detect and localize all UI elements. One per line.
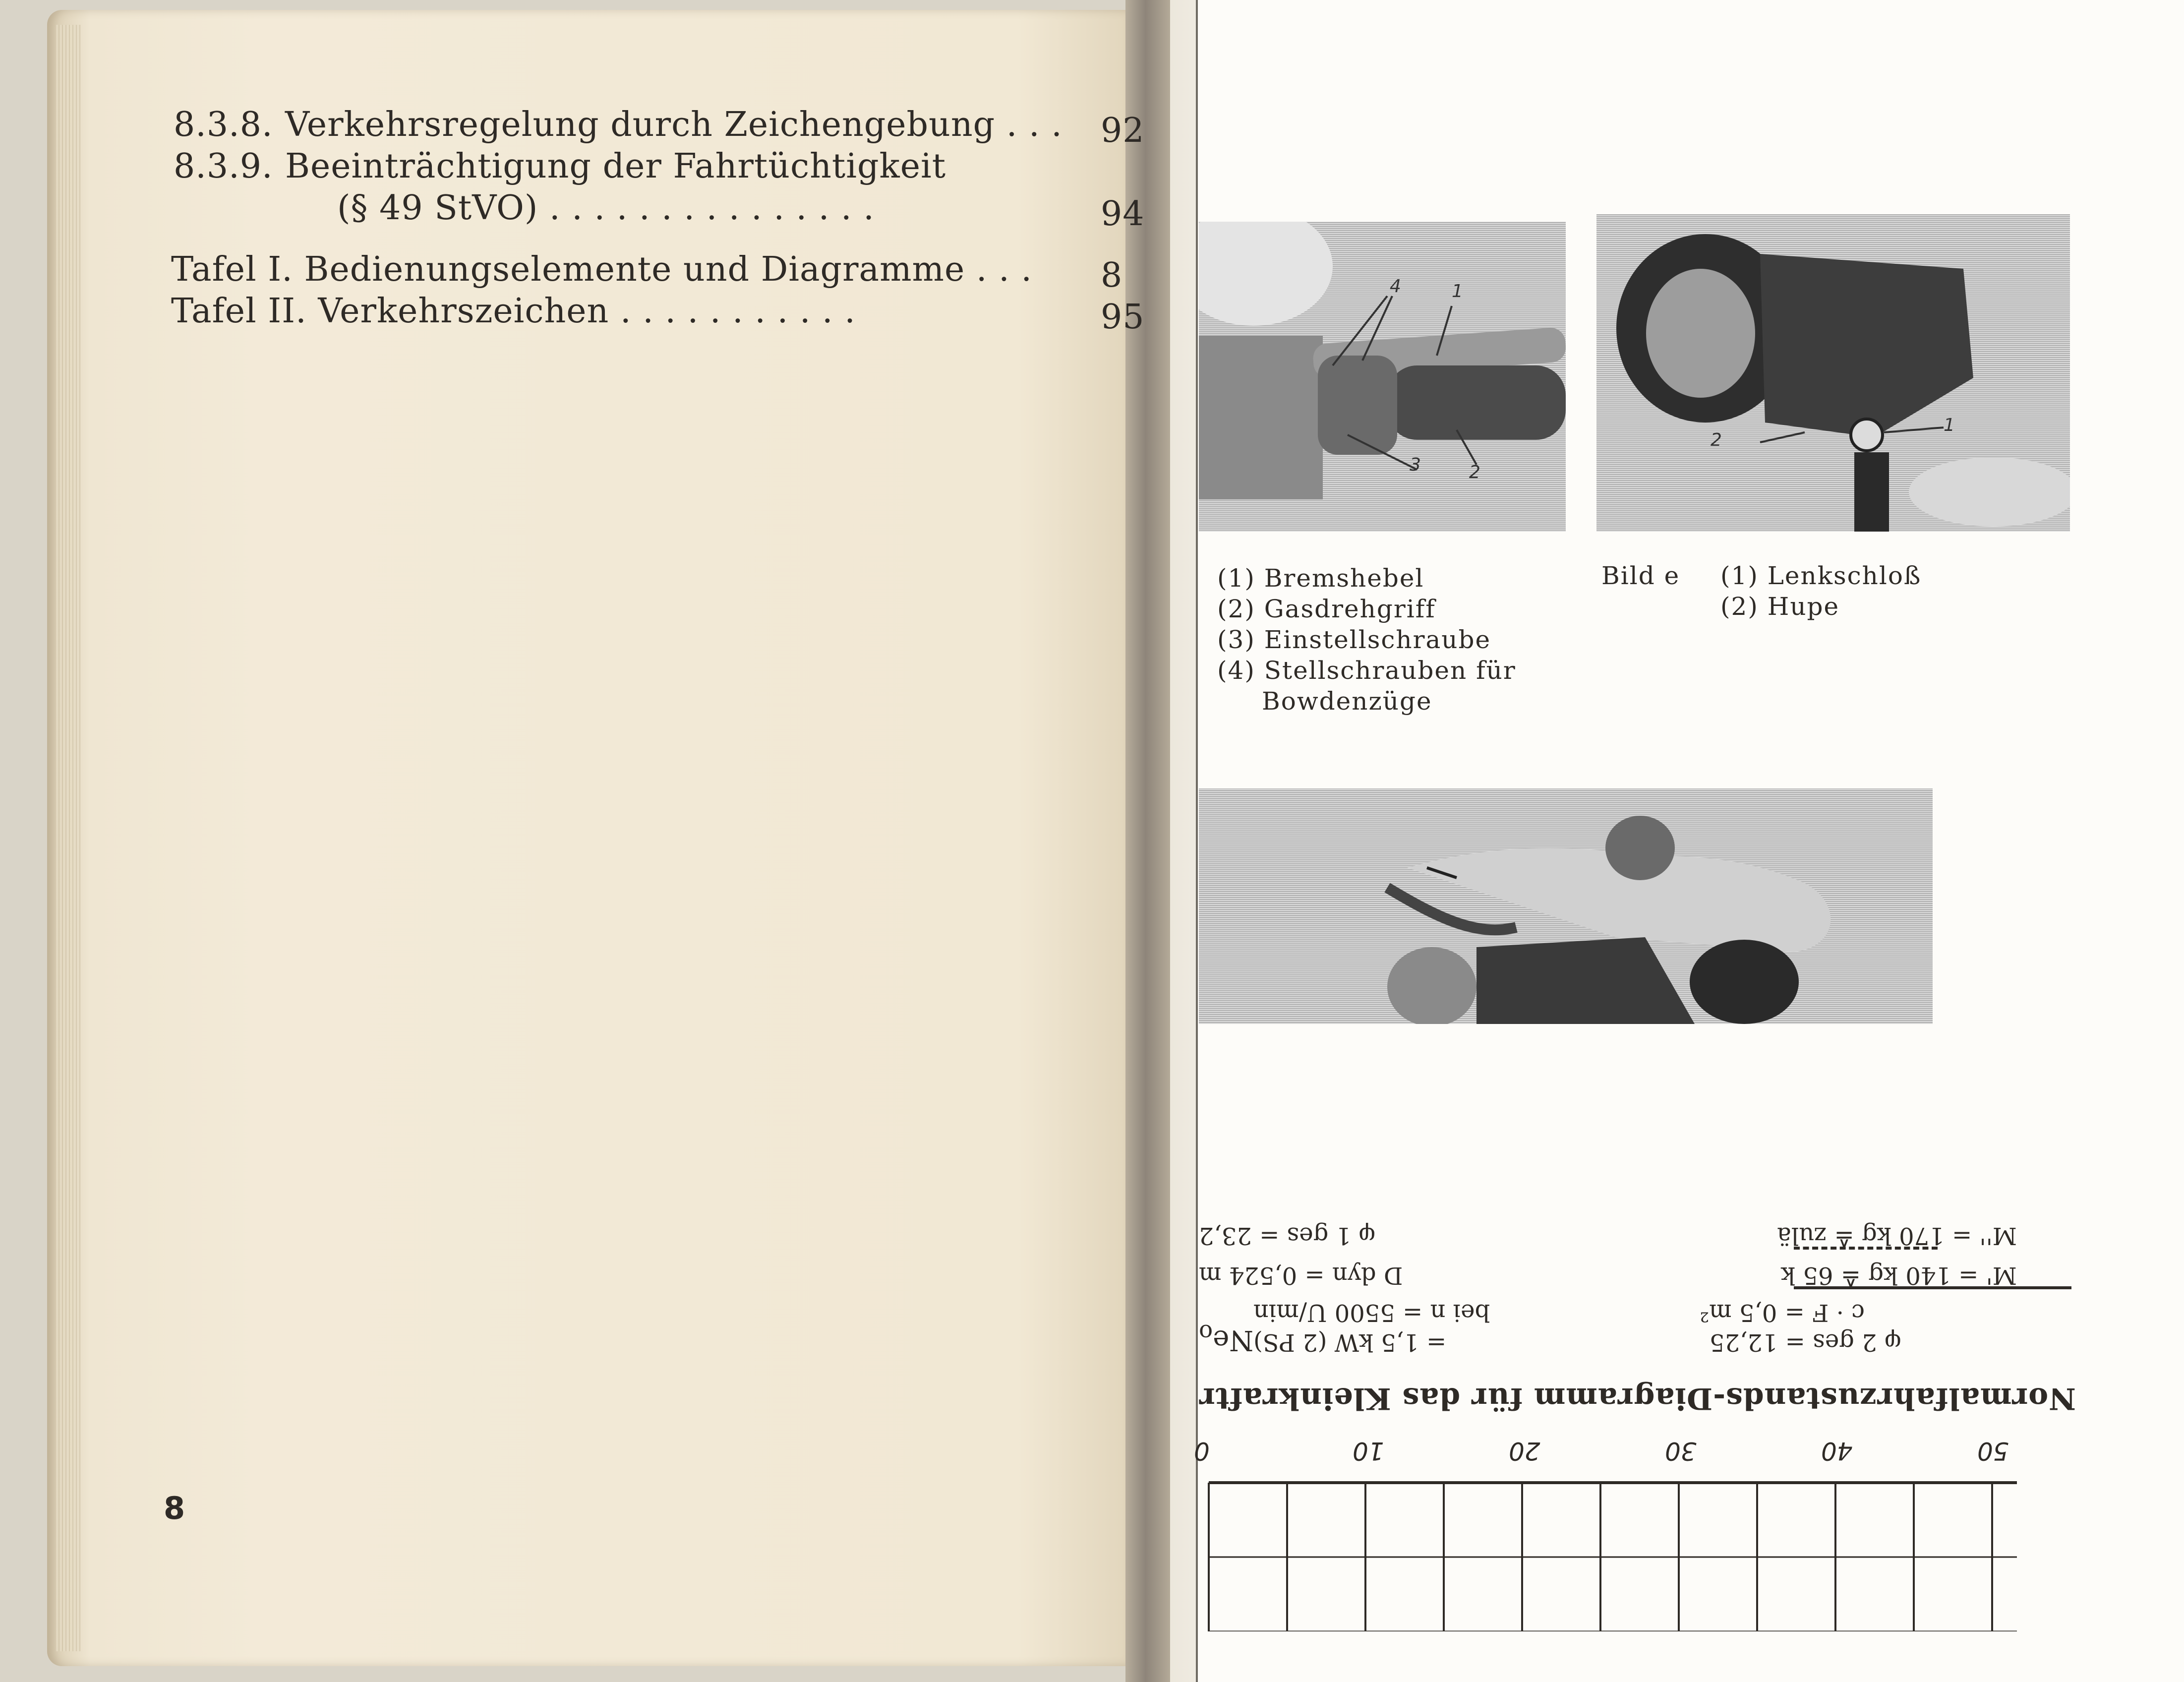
toc-table-text: Tafel I. Bedienungselemente und Diagramme — [171, 250, 965, 289]
motorbike-front-photo — [1199, 788, 1933, 1024]
diagram-param: bei n = 5500 U/min — [1253, 1299, 1490, 1326]
diagram-param: M' = 140 kg ≙ 65 k — [1781, 1262, 2017, 1289]
toc-entry — [126, 146, 1128, 187]
x-tick-label: 20 — [1509, 1437, 1540, 1465]
legend-item: (2) Gasdrehgriff — [1217, 595, 1436, 623]
legend-item: (4) Stellschrauben für — [1217, 656, 1516, 685]
diagram-grid — [1199, 1473, 2017, 1631]
callout-label: 2 — [1469, 462, 1480, 482]
toc-page: 94 — [1101, 194, 1145, 234]
toc-number: 8.3.9. — [174, 147, 273, 186]
toc-title-text: Verkehrsregelung durch Zeichengebung — [285, 105, 996, 144]
toc-page: 95 — [1101, 298, 1145, 337]
x-tick-label: 30 — [1665, 1437, 1697, 1465]
callout-label: 1 — [1944, 415, 1955, 435]
motorbike-illustration — [1199, 788, 1933, 1024]
headlamp-lock-illustration — [1596, 214, 2070, 532]
diagram-param: c · F = 0,5 m² — [1700, 1299, 1865, 1326]
toc-entry — [126, 104, 1145, 150]
toc-leaders: . . . . . . . . . . . — [620, 292, 856, 331]
toc-table-label — [171, 249, 1032, 291]
toc-table-entry — [126, 291, 1145, 337]
x-tick-label: 0 — [1194, 1437, 1210, 1465]
figure-legend-right — [1601, 560, 1921, 622]
callout-label: 4 — [1390, 276, 1401, 297]
diagram-param: M'' = 170 kg ≙ zulä — [1777, 1222, 2017, 1250]
driving-state-diagram — [1194, 1155, 2076, 1631]
legend-item: Bowdenzüge — [1262, 687, 1432, 716]
toc-page: 92 — [1101, 111, 1145, 150]
toc-table-text: Tafel II. Verkehrszeichen — [171, 292, 609, 331]
callout-label: 1 — [1452, 281, 1463, 301]
diagram-param: φ 1 ges = 23,2 — [1199, 1222, 1376, 1250]
toc-table-label — [171, 291, 856, 332]
callout-label: 2 — [1711, 430, 1722, 450]
diagram-title: Normalfahrzustands-Diagramm für das Kleinkraftr — [1199, 1381, 2076, 1416]
headlamp-lock-photo — [1596, 214, 2070, 532]
legend-item: (1) Bremshebel — [1217, 564, 1424, 593]
legend-item: (3) Einstellschraube — [1217, 625, 1491, 654]
toc-leaders: . . . — [976, 250, 1032, 289]
toc-page: 8 — [1101, 256, 1123, 295]
x-tick-label: 40 — [1821, 1437, 1853, 1465]
book-gutter — [1125, 0, 1170, 1682]
diagram-param: = 1,5 kW (2 PS) — [1253, 1328, 1447, 1356]
legend-item: (1) Lenkschloß — [1720, 561, 1922, 590]
handlebar-grip-photo — [1199, 222, 1566, 532]
figure-label: Bild e — [1601, 561, 1680, 590]
toc-title: Beeinträchtigung der Fahrtüchtigkeit — [285, 147, 946, 186]
toc-leaders: . . . . . . . . . . . . . . . — [549, 188, 875, 228]
diagram-param: D dyn = 0,524 m — [1199, 1262, 1403, 1289]
figure-legend-left — [1217, 563, 1516, 717]
toc-number: 8.3.8. — [174, 105, 273, 144]
table-of-contents — [126, 104, 1145, 337]
x-tick-label: 10 — [1353, 1437, 1384, 1465]
toc-title — [285, 104, 1062, 146]
callout-label: 3 — [1410, 455, 1421, 475]
legend-item: (2) Hupe — [1720, 592, 1840, 621]
x-tick-label: 50 — [1977, 1437, 2009, 1465]
toc-leaders: . . . — [1006, 105, 1062, 144]
page-number: 8 — [164, 1490, 185, 1526]
param-text: Ne — [1213, 1324, 1254, 1356]
param-subscript: o — [1199, 1319, 1213, 1346]
toc-title-continued — [337, 187, 875, 229]
toc-entry-continued — [126, 187, 1145, 234]
handlebar-grip-illustration — [1199, 222, 1566, 532]
toc-title2-text: (§ 49 StVO) — [337, 188, 538, 228]
diagram-param-symbol — [1199, 1319, 1253, 1356]
diagram-param: φ 2 ges = 12,25 — [1710, 1328, 1901, 1356]
toc-table-entry — [126, 249, 1128, 295]
